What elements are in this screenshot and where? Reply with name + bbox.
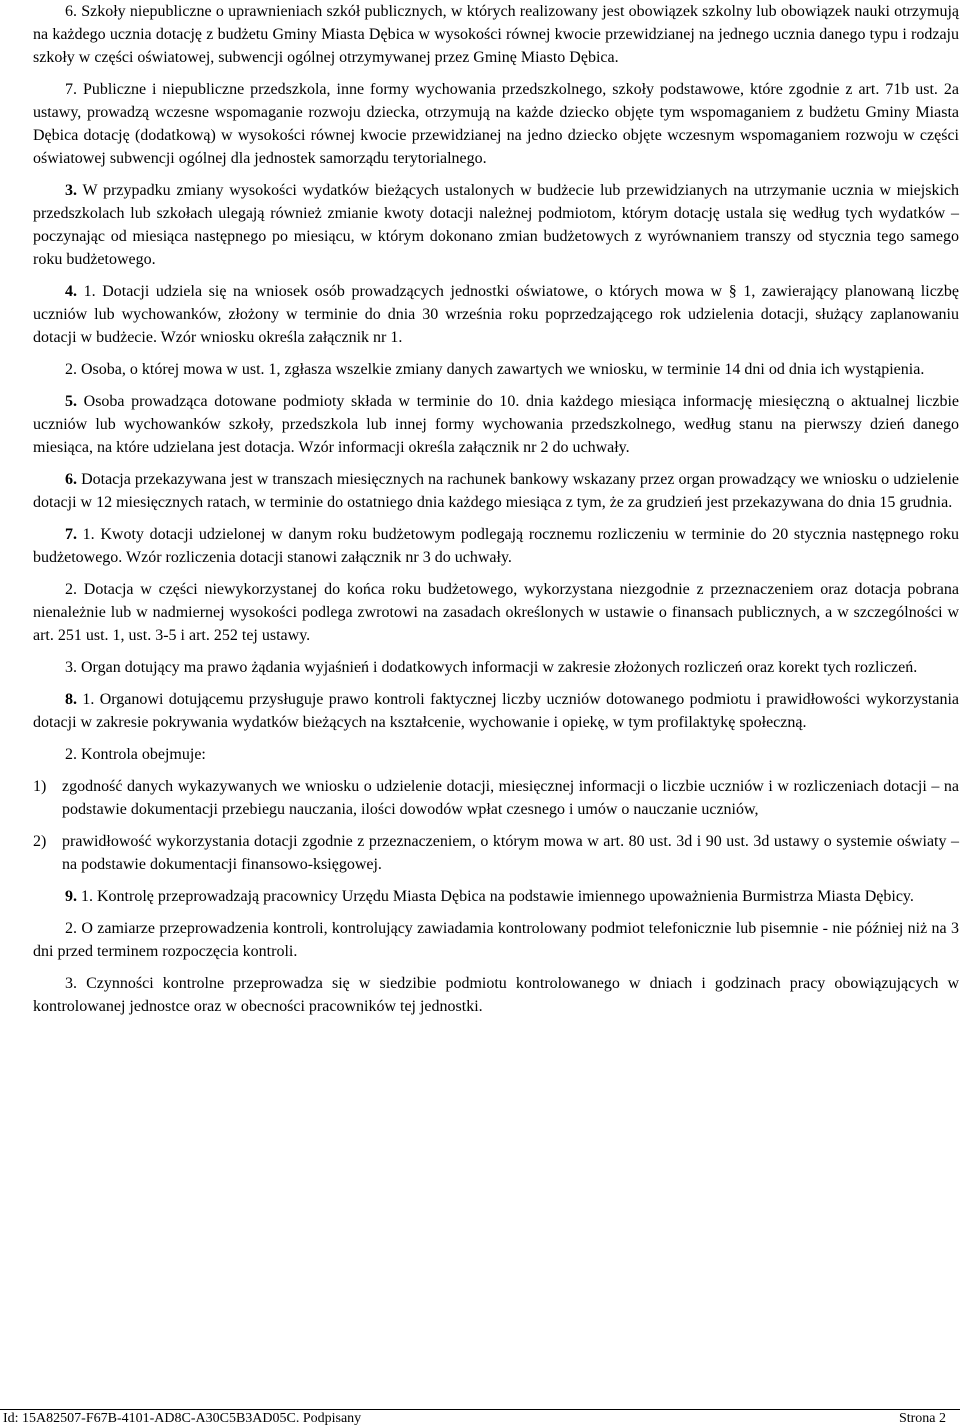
list-item: [33, 830, 959, 876]
document-page: [33, 0, 959, 1027]
section-5: [33, 390, 959, 459]
section-7-item-2: 2. Dotacja w części niewykorzystanej do końca roku budżetowego, wykorzystana niezgodnie z przeznaczeniem oraz dotacja pobrana nienależnie lub w nadmiernej wysokości podlega zwrotowi na zasadach określonych w ustawie o finansach publicznych, a w szczególności w art. 251 ust. 1, ust. 3-5 i art. 252 tej ustawy.: [33, 581, 959, 644]
section-text: Osoba prowadząca dotowane podmioty składa w terminie do 10. dnia każdego miesiąca informację miesięczną o aktualnej liczbie uczniów lub wychowanków szkoły, przedszkola lub innej formy wychowania przedszkolnego, według stanu na pierwszy dzień danego miesiąca, na które udzielana jest dotacja. Wzór informacji określa załącznik nr 2 do uchwały.: [33, 393, 959, 456]
paragraph-7: 7. Publiczne i niepubliczne przedszkola, inne formy wychowania przedszkolnego, szkoły podstawowe, które zgodnie z art. 71b ust. 2a ustawy, prowadzą wczesne wspomaganie rozwoju dziecka, otrzymują na każde dziecko objęte tym wspomaganiem z budżetu Gminy Miasta Dębica dotację (dodatkową) w wysokości równej kwocie przewidzianej na jedno dziecko objęte wczesnym wspomaganiem rozwoju w części oświatowej subwencji ogólnej dla jednostek samorządu terytorialnego.: [33, 81, 959, 167]
section-text: 1. Kwoty dotacji udzielonej w danym roku budżetowym podlegają rocznemu rozliczeniu w terminie do 20 stycznia następnego roku budżetowego. Wzór rozliczenia dotacji stanowi załącznik nr 3 do uchwały.: [33, 526, 959, 566]
page-number: Strona 2: [898, 1411, 946, 1426]
section-number: 9.: [65, 888, 77, 905]
document-id: Id: 15A82507-F67B-4101-AD8C-A30C5B3AD05C. Podpisany: [3, 1411, 362, 1426]
section-text: Dotacja przekazywana jest w transzach miesięcznych na rachunek bankowy wskazany przez organ prowadzący we wniosku o udzielenie dotacji w 12 miesięcznych ratach, w terminie do ostatniego dnia każdego miesiąca z tym, że za grudzień jest przekazywana do dnia 15 grudnia.: [33, 471, 959, 511]
section-9-item-3: 3. Czynności kontrolne przeprowadza się w siedzibie podmiotu kontrolowanego w dniach i godzinach pracy obowiązujących w kontrolowanej jednostce oraz w obecności pracowników tej jednostki.: [33, 975, 959, 1015]
section-number: 5.: [65, 393, 77, 410]
section-7: [33, 523, 959, 569]
section-number: 6.: [65, 471, 77, 488]
section-text: 1. Organowi dotującemu przysługuje prawo kontroli faktycznej liczby uczniów dotowanego podmiotu i prawidłowości wykorzystania dotacji w zakresie pokrywania wydatków bieżących na kształcenie, wychowanie i opiekę, w tym profilaktykę społeczną.: [33, 691, 959, 731]
section-number: 3.: [65, 182, 77, 199]
section-3: [33, 179, 959, 271]
section-8-item-2: 2. Kontrola obejmuje:: [65, 746, 206, 763]
section-6: [33, 468, 959, 514]
section-text: W przypadku zmiany wysokości wydatków bieżących ustalonych w budżecie lub przewidzianych na utrzymanie ucznia w miejskich przedszkolach lub szkołach ulegają również zmianie kwoty dotacji należnej podmiotom, którym dotację ustala się według tych wydatków – poczynając od miesiąca następnego po miesiącu, w którym dokonano zmian budżetowych z wyrównaniem transzy od stycznia tego samego roku budżetowego.: [33, 182, 959, 268]
section-9-item-2: 2. O zamiarze przeprowadzenia kontroli, kontrolujący zawiadamia kontrolowany podmiot telefonicznie lub pisemnie - nie później niż na 3 dni przed terminem rozpoczęcia kontroli.: [33, 920, 959, 960]
section-7-item-3: 3. Organ dotujący ma prawo żądania wyjaśnień i dodatkowych informacji w zakresie złożonych rozliczeń oraz korekt tych rozliczeń.: [65, 659, 918, 676]
section-number: 4.: [65, 283, 77, 300]
section-text: 1. Kontrolę przeprowadzają pracownicy Urzędu Miasta Dębica na podstawie imiennego upoważnienia Burmistrza Miasta Dębicy.: [77, 888, 914, 905]
list-item-text: prawidłowość wykorzystania dotacji zgodnie z przeznaczeniem, o którym mowa w art. 80 ust. 3d i 90 ust. 3d ustawy o systemie oświaty – na podstawie dokumentacji finansowo-księgowej.: [62, 833, 959, 873]
list-item: [33, 775, 959, 821]
section-text: 1. Dotacji udziela się na wniosek osób prowadzących jednostki oświatowe, o których mowa w § 1, zawierający planowaną liczbę uczniów lub wychowanków, złożony w terminie do dnia 30 września roku poprzedzającego rok udzielenia dotacji, służący zaplanowaniu dotacji w budżecie. Wzór wniosku określa załącznik nr 1.: [33, 283, 959, 346]
section-9: [33, 885, 959, 908]
list-item-text: zgodność danych wykazywanych we wniosku o udzielenie dotacji, miesięcznej informacji o liczbie uczniów i w rozliczeniach dotacji – na podstawie dokumentacji przebiegu nauczania, ilości dowodów wpłat czesnego i umów o nauczanie uczniów,: [62, 778, 959, 818]
section-number: 7.: [65, 526, 77, 543]
section-number: 8.: [65, 691, 77, 708]
section-4-item-2: 2. Osoba, o której mowa w ust. 1, zgłasza wszelkie zmiany danych zawartych we wniosku, w terminie 14 dni od dnia ich wystąpienia.: [65, 361, 925, 378]
section-4: [33, 280, 959, 349]
section-8: [33, 688, 959, 734]
list-item-number: 2): [33, 833, 47, 850]
page-footer: [0, 1409, 960, 1426]
list-item-number: 1): [33, 778, 47, 795]
paragraph-6: 6. Szkoły niepubliczne o uprawnieniach szkół publicznych, w których realizowany jest obowiązek szkolny lub obowiązek nauki otrzymują na każdego ucznia dotację z budżetu Gminy Miasta Dębica w wysokości równej kwocie przewidzianej na jednego ucznia danego typu i rodzaju szkoły w części oświatowej, subwencji ogólnej otrzymywanej przez Gminę Miasto Dębica.: [33, 3, 959, 66]
